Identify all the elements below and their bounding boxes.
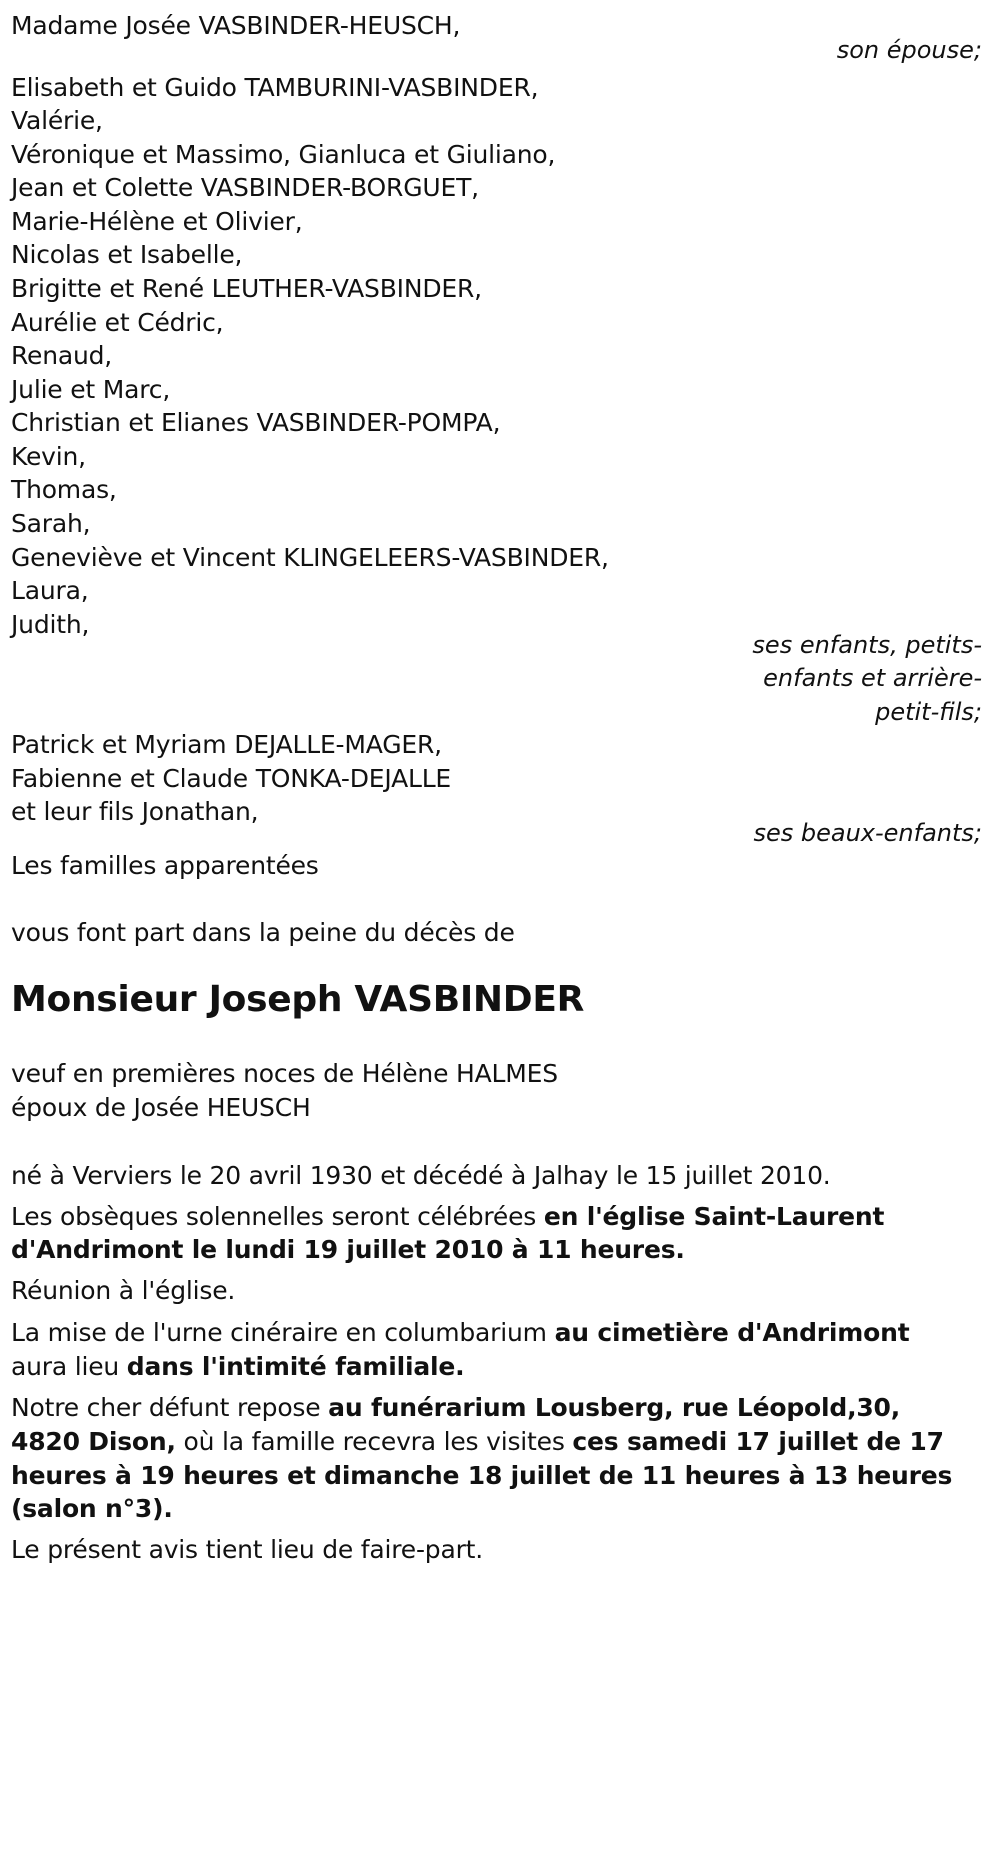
urn-line-2 [11, 1347, 464, 1387]
list-item: Geneviève et Vincent KLINGELEERS-VASBINDER, [11, 543, 609, 572]
urn-line2-intro: aura lieu [11, 1352, 127, 1381]
list-item: Christian et Elianes VASBINDER-POMPA, [11, 408, 501, 437]
list-item: Fabienne et Claude TONKA-DEJALLE [11, 764, 452, 793]
families-line: Les familles apparentées [11, 851, 319, 880]
closing-line: Le présent avis tient lieu de faire-part. [11, 1535, 484, 1564]
husband-line: époux de Josée HEUSCH [11, 1093, 311, 1122]
list-item: Kevin, [11, 442, 86, 471]
spouse-role: son épouse; [836, 36, 982, 64]
funeral-intro: Les obsèques solennelles seront célébrées [11, 1202, 544, 1231]
funeral-place: en l'église Saint-Laurent [543, 1202, 885, 1231]
deceased-name: Monsieur Joseph VASBINDER [11, 979, 585, 1020]
list-item: Aurélie et Cédric, [11, 308, 224, 337]
list-item: Brigitte et René LEUTHER-VASBINDER, [11, 274, 482, 303]
list-item: Elisabeth et Guido TAMBURINI-VASBINDER, [11, 73, 539, 102]
urn-intro: La mise de l'urne cinéraire en columbarium [11, 1318, 555, 1347]
list-item: et leur fils Jonathan, [11, 797, 259, 826]
list-item: Judith, [11, 610, 90, 639]
list-item: Patrick et Myriam DEJALLE-MAGER, [11, 730, 442, 759]
widower-line: veuf en premières noces de Hélène HALMES [11, 1059, 558, 1088]
rest-city: 4820 Dison, [11, 1427, 176, 1456]
list-item: Véronique et Massimo, Gianluca et Giuliano, [11, 140, 556, 169]
funeral-date: d'Andrimont le lundi 19 juillet 2010 à 11 heures. [11, 1235, 685, 1264]
list-item: Julie et Marc, [11, 375, 171, 404]
list-item: Renaud, [11, 341, 113, 370]
announce-line: vous font part dans la peine du décès de [11, 918, 515, 947]
children-role-line-2: enfants et arrière- [763, 664, 982, 692]
birth-death-line: né à Verviers le 20 avril 1930 et décédé à Jalhay le 15 juillet 2010. [11, 1161, 831, 1190]
list-item: Valérie, [11, 106, 103, 135]
list-item: Laura, [11, 576, 89, 605]
children-role-line-3: petit-fils; [875, 698, 982, 726]
list-item: Nicolas et Isabelle, [11, 240, 243, 269]
rest-salon: (salon n°3). [11, 1494, 173, 1523]
list-item: Marie-Hélène et Olivier, [11, 207, 303, 236]
rest-intro: Notre cher défunt repose [11, 1393, 329, 1422]
spouse-name: Madame Josée VASBINDER-HEUSCH, [11, 11, 461, 40]
rest-line-4 [11, 1489, 173, 1529]
rest-visits-1: ces samedi 17 juillet de 17 [572, 1427, 944, 1456]
list-item: Sarah, [11, 509, 91, 538]
children-role-line-1: ses enfants, petits- [752, 631, 982, 659]
rest-visits-2: heures à 19 heures et dimanche 18 juillet de 11 heures à 13 heures [11, 1461, 953, 1490]
step-children-role: ses beaux-enfants; [753, 819, 982, 847]
urn-place: au cimetière d'Andrimont [554, 1318, 910, 1347]
reunion-line: Réunion à l'église. [11, 1276, 236, 1305]
rest-mid: où la famille recevra les visites [175, 1427, 573, 1456]
list-item: Jean et Colette VASBINDER-BORGUET, [11, 173, 479, 202]
funeral-line-2 [11, 1230, 685, 1270]
urn-privacy: dans l'intimité familiale. [126, 1352, 465, 1381]
rest-place: au funérarium Lousberg, rue Léopold,30, [328, 1393, 901, 1422]
list-item: Thomas, [11, 475, 117, 504]
